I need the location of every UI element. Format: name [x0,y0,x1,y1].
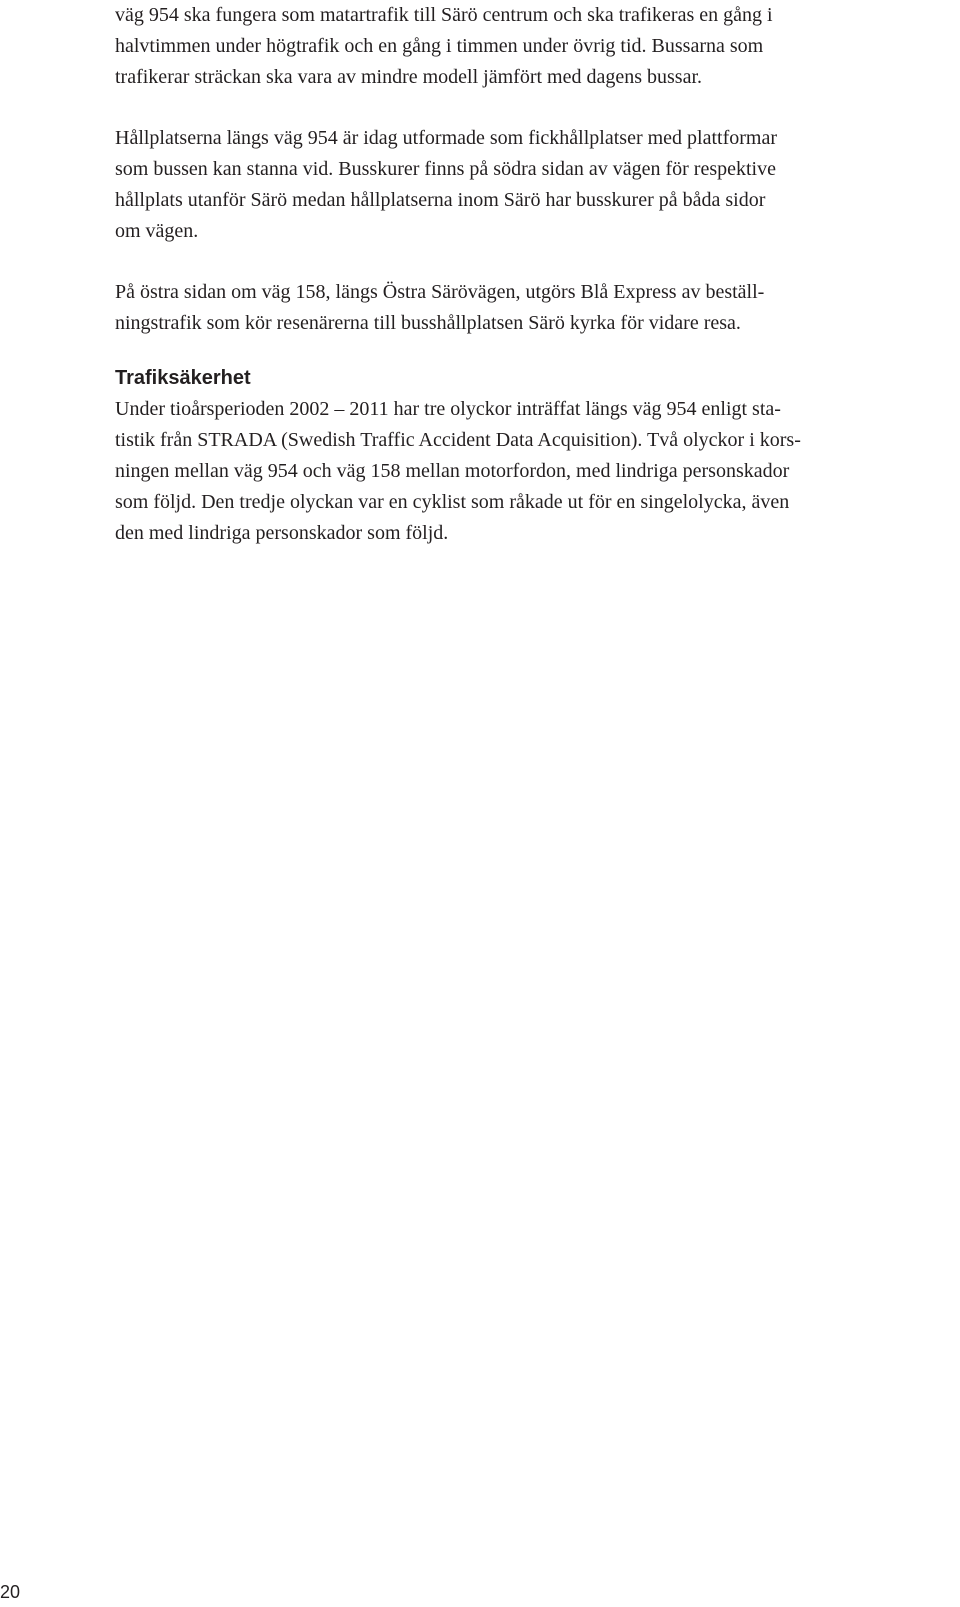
paragraph-traffic-safety [115,394,940,549]
page-content [115,0,940,549]
text-line: halvtimmen under högtrafik och en gång i timmen under övrig tid. Bussarna som [115,35,764,57]
paragraph-spacer [115,247,940,277]
text-line: väg 954 ska fungera som matartrafik till Särö centrum och ska trafikeras en gång i [115,4,773,26]
text-line: Hållplatserna längs väg 954 är idag utformade som fickhållplatser med plattformar [115,127,778,149]
paragraph-bla-express [115,277,940,339]
text-line: om vägen. [115,220,199,242]
section-heading: Trafiksäkerhet [115,367,251,389]
paragraph-bus-stops [115,123,940,247]
text-line: På östra sidan om väg 158, längs Östra Särövägen, utgörs Blå Express av beställ- [115,281,765,303]
text-line: tistik från STRADA (Swedish Traffic Accident Data Acquisition). Två olyckor i kors- [115,429,801,451]
text-line: den med lindriga personskador som följd. [115,522,449,544]
paragraph-bus-service [115,0,940,93]
paragraph-spacer [115,93,940,123]
text-line: trafikerar sträckan ska vara av mindre modell jämfört med dagens bussar. [115,66,703,88]
page-number: 20 [0,1582,21,1602]
text-line: ningen mellan väg 954 och väg 158 mellan motorfordon, med lindriga personskador [115,460,790,482]
text-line: Under tioårsperioden 2002 – 2011 har tre olyckor inträffat längs väg 954 enligt sta- [115,398,781,420]
text-line: ningstrafik som kör resenärerna till busshållplatsen Särö kyrka för vidare resa. [115,312,741,334]
text-line: som följd. Den tredje olyckan var en cyklist som råkade ut för en singelolycka, även [115,491,790,513]
text-line: hållplats utanför Särö medan hållplatserna inom Särö har busskurer på båda sidor [115,189,766,211]
text-line: som bussen kan stanna vid. Busskurer finns på södra sidan av vägen för respektive [115,158,776,180]
